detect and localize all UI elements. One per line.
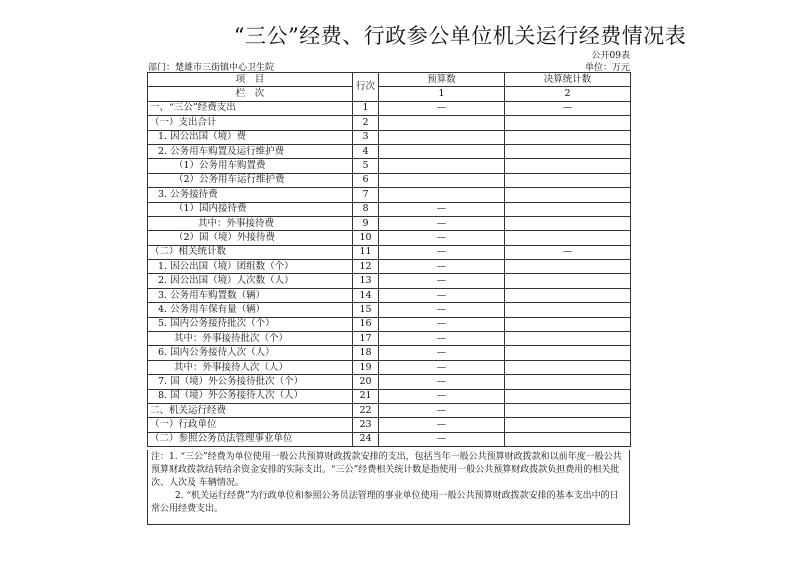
actual-value bbox=[505, 346, 631, 360]
budget-value bbox=[379, 116, 505, 130]
row-number: 1 bbox=[353, 101, 379, 115]
row-item-name: 1. 因公出国（境）团组数（个） bbox=[148, 260, 353, 274]
row-item-name: （二）参照公务员法管理事业单位 bbox=[148, 432, 353, 446]
actual-value bbox=[505, 144, 631, 158]
table-row bbox=[148, 159, 631, 173]
actual-value bbox=[505, 116, 631, 130]
actual-value bbox=[505, 231, 631, 245]
table-row bbox=[148, 288, 631, 302]
actual-header: 决算统计数 bbox=[505, 73, 631, 87]
table-row bbox=[148, 303, 631, 317]
row-item-name: （一）支出合计 bbox=[148, 116, 353, 130]
table-row bbox=[148, 403, 631, 417]
table-row bbox=[148, 332, 631, 346]
budget-value: — bbox=[379, 418, 505, 432]
row-item-name: 7. 国（境）外公务接待批次（个） bbox=[148, 375, 353, 389]
form-number: 公开09表 bbox=[591, 51, 630, 61]
row-number: 5 bbox=[353, 159, 379, 173]
row-number-header: 行次 bbox=[353, 73, 379, 102]
row-number: 3 bbox=[353, 130, 379, 144]
budget-value: — bbox=[379, 360, 505, 374]
row-number: 24 bbox=[353, 432, 379, 446]
budget-value: — bbox=[379, 245, 505, 259]
row-number: 17 bbox=[353, 332, 379, 346]
table-row bbox=[148, 144, 631, 158]
row-item-name: （1）国内接待费 bbox=[148, 202, 353, 216]
row-item-name: （二）相关统计数 bbox=[148, 245, 353, 259]
table-row bbox=[148, 375, 631, 389]
budget-value: — bbox=[379, 346, 505, 360]
actual-value: — bbox=[505, 245, 631, 259]
row-number: 6 bbox=[353, 173, 379, 187]
note-1: 注：1. “三公”经费为单位使用一般公共预算财政拨款安排的支出，包括当年一般公共预算财政拨款和以前年度一般公共预算财政拨款结转结余资金安排的实际支出。“三公”经费相关统计数是指使用一般公共预算财政拨款负担费用的相关批次、人次及 车辆情况。 bbox=[151, 452, 622, 488]
actual-value bbox=[505, 375, 631, 389]
row-item-name: （1）公务用车购置费 bbox=[148, 159, 353, 173]
actual-value bbox=[505, 159, 631, 173]
row-item-name: 3. 公务用车购置数（辆） bbox=[148, 288, 353, 302]
actual-value bbox=[505, 130, 631, 144]
row-number: 15 bbox=[353, 303, 379, 317]
table-row bbox=[148, 173, 631, 187]
actual-value bbox=[505, 188, 631, 202]
header-row-2 bbox=[148, 87, 631, 101]
row-item-name: 2. 公务用车购置及运行维护费 bbox=[148, 144, 353, 158]
table-row bbox=[148, 418, 631, 432]
budget-value: — bbox=[379, 317, 505, 331]
row-item-name: 其中：外事接待批次（个） bbox=[148, 332, 353, 346]
row-item-name: 二、机关运行经费 bbox=[148, 403, 353, 417]
table-row bbox=[148, 188, 631, 202]
actual-value bbox=[505, 317, 631, 331]
actual-value: — bbox=[505, 101, 631, 115]
row-number: 14 bbox=[353, 288, 379, 302]
row-number: 23 bbox=[353, 418, 379, 432]
row-number: 8 bbox=[353, 202, 379, 216]
budget-value bbox=[379, 130, 505, 144]
row-number: 22 bbox=[353, 403, 379, 417]
row-item-name: 1. 因公出国（境）费 bbox=[148, 130, 353, 144]
table-row bbox=[148, 360, 631, 374]
budget-value: — bbox=[379, 389, 505, 403]
row-item-name: 2. 因公出国（境）人次数（人） bbox=[148, 274, 353, 288]
actual-value bbox=[505, 173, 631, 187]
budget-value bbox=[379, 188, 505, 202]
row-number: 4 bbox=[353, 144, 379, 158]
table-row bbox=[148, 346, 631, 360]
table-row bbox=[148, 101, 631, 115]
budget-value: — bbox=[379, 231, 505, 245]
actual-value bbox=[505, 389, 631, 403]
row-item-name: 6. 国内公务接待人次（人） bbox=[148, 346, 353, 360]
budget-value bbox=[379, 144, 505, 158]
budget-value: — bbox=[379, 403, 505, 417]
row-item-name: 一、“三公”经费支出 bbox=[148, 101, 353, 115]
note-2: 2. “机关运行经费”为行政单位和参照公务员法管理的事业单位使用一般公共预算财政拨款安排的基本支出中的日常公用经费支出。 bbox=[151, 491, 619, 514]
department-label: 部门：楚雄市三街镇中心卫生院 bbox=[148, 63, 275, 73]
table-row bbox=[148, 231, 631, 245]
budget-header: 预算数 bbox=[379, 73, 505, 87]
table-row bbox=[148, 317, 631, 331]
budget-value: — bbox=[379, 303, 505, 317]
actual-value bbox=[505, 303, 631, 317]
actual-value bbox=[505, 418, 631, 432]
budget-value bbox=[379, 173, 505, 187]
actual-value bbox=[505, 260, 631, 274]
actual-value bbox=[505, 202, 631, 216]
row-number: 2 bbox=[353, 116, 379, 130]
row-item-name: 4. 公务用车保有量（辆） bbox=[148, 303, 353, 317]
actual-value bbox=[505, 432, 631, 446]
row-number: 9 bbox=[353, 216, 379, 230]
row-number: 19 bbox=[353, 360, 379, 374]
column-index-header: 栏 次 bbox=[148, 87, 353, 101]
row-number: 11 bbox=[353, 245, 379, 259]
actual-value bbox=[505, 274, 631, 288]
table-row bbox=[148, 216, 631, 230]
budget-value: — bbox=[379, 432, 505, 446]
table-row bbox=[148, 116, 631, 130]
actual-value bbox=[505, 360, 631, 374]
row-number: 20 bbox=[353, 375, 379, 389]
budget-value bbox=[379, 159, 505, 173]
budget-value: — bbox=[379, 216, 505, 230]
expense-table bbox=[147, 72, 631, 447]
actual-column-number: 2 bbox=[505, 87, 631, 101]
budget-value: — bbox=[379, 202, 505, 216]
row-item-name: 其中：外事接待人次（人） bbox=[148, 360, 353, 374]
page-title: “三公”经费、行政参公单位机关运行经费情况表 bbox=[233, 24, 687, 48]
actual-value bbox=[505, 403, 631, 417]
notes-section bbox=[147, 450, 630, 525]
row-number: 10 bbox=[353, 231, 379, 245]
budget-value: — bbox=[379, 288, 505, 302]
unit-label: 单位：万元 bbox=[584, 63, 630, 73]
row-item-name: （2）国（境）外接待费 bbox=[148, 231, 353, 245]
table-row bbox=[148, 245, 631, 259]
row-item-name: 5. 国内公务接待批次（个） bbox=[148, 317, 353, 331]
row-number: 12 bbox=[353, 260, 379, 274]
table-row bbox=[148, 274, 631, 288]
row-number: 7 bbox=[353, 188, 379, 202]
row-item-name: 8. 国（境）外公务接待人次（人） bbox=[148, 389, 353, 403]
actual-value bbox=[505, 288, 631, 302]
table-row bbox=[148, 260, 631, 274]
table-row bbox=[148, 130, 631, 144]
row-number: 13 bbox=[353, 274, 379, 288]
row-item-name: 其中：外事接待费 bbox=[148, 216, 353, 230]
row-number: 18 bbox=[353, 346, 379, 360]
budget-value: — bbox=[379, 260, 505, 274]
table-row bbox=[148, 389, 631, 403]
budget-column-number: 1 bbox=[379, 87, 505, 101]
header-row-1 bbox=[148, 73, 631, 87]
budget-value: — bbox=[379, 274, 505, 288]
budget-value: — bbox=[379, 332, 505, 346]
row-item-name: （一）行政单位 bbox=[148, 418, 353, 432]
actual-value bbox=[505, 216, 631, 230]
item-header: 项 目 bbox=[148, 73, 353, 87]
table-row bbox=[148, 432, 631, 446]
actual-value bbox=[505, 332, 631, 346]
row-item-name: 3. 公务接待费 bbox=[148, 188, 353, 202]
row-number: 21 bbox=[353, 389, 379, 403]
row-item-name: （2）公务用车运行维护费 bbox=[148, 173, 353, 187]
table-row bbox=[148, 202, 631, 216]
row-number: 16 bbox=[353, 317, 379, 331]
budget-value: — bbox=[379, 101, 505, 115]
budget-value: — bbox=[379, 375, 505, 389]
